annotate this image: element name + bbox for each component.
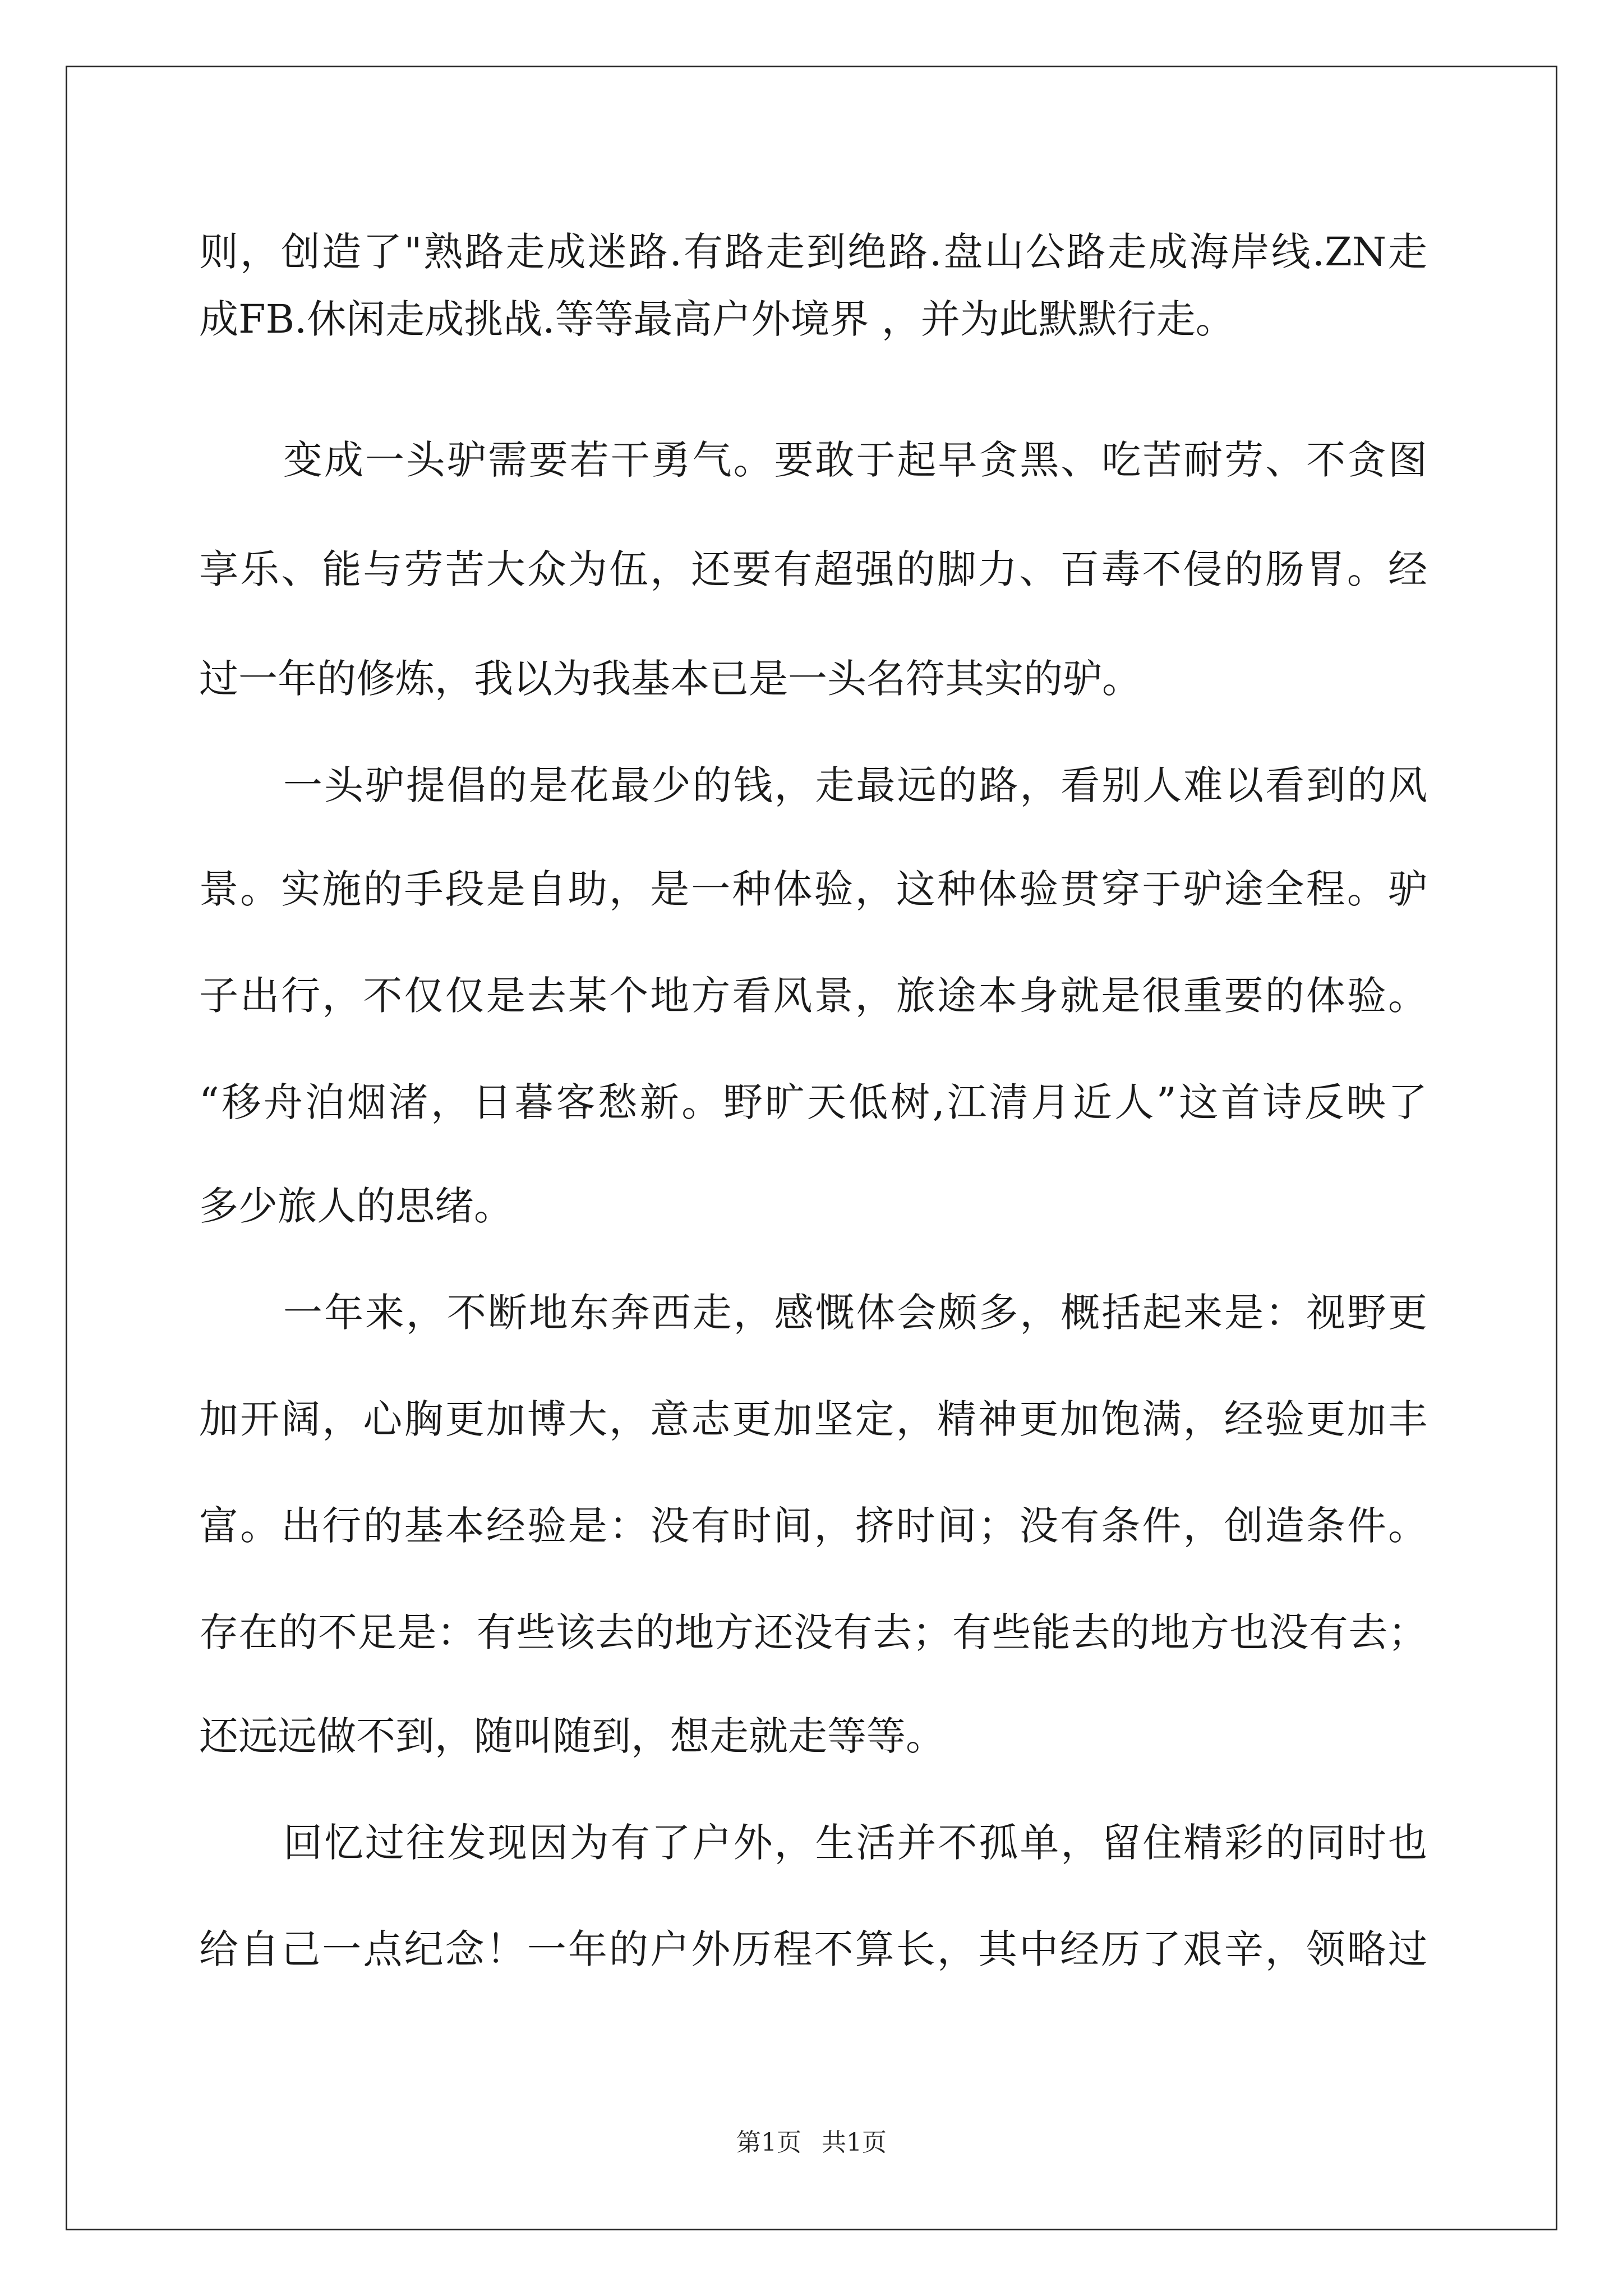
text-line-13: 富。出行的基本经验是：没有时间，挤时间；没有条件，创造条件。 <box>199 1503 1427 1549</box>
page-number: 第1页 <box>736 2128 801 2157</box>
text-line-1: 则，创造了"熟路走成迷路.有路走到绝路.盘山公路走成海岸线.ZN走 <box>199 229 1427 275</box>
text-line-10: 多少旅人的思绪。 <box>199 1183 513 1229</box>
text-line-6: 一头驴提倡的是花最少的钱，走最远的路，看别人难以看到的风 <box>283 762 1427 808</box>
page-border <box>66 66 1557 2230</box>
text-line-15: 还远远做不到，随叫随到，想走就走等等。 <box>199 1713 945 1759</box>
page-footer <box>0 2129 1623 2157</box>
text-line-11: 一年来，不断地东奔西走，感慨体会颇多，概括起来是：视野更 <box>283 1290 1427 1336</box>
text-line-8: 子出行，不仅仅是去某个地方看风景，旅途本身就是很重要的体验。 <box>199 973 1427 1019</box>
text-line-9: “移舟泊烟渚，日暮客愁新。野旷天低树,江清月近人”这首诗反映了 <box>199 1079 1427 1125</box>
text-line-17: 给自己一点纪念！一年的户外历程不算长，其中经历了艰辛，领略过 <box>199 1926 1427 1972</box>
text-line-14: 存在的不足是：有些该去的地方还没有去；有些能去的地方也没有去； <box>199 1609 1427 1655</box>
text-line-16: 回忆过往发现因为有了户外，生活并不孤单，留住精彩的同时也 <box>283 1820 1427 1866</box>
page-total: 共1页 <box>822 2128 887 2157</box>
text-line-5: 过一年的修炼，我以为我基本已是一头名符其实的驴。 <box>199 656 1141 702</box>
text-line-4: 享乐、能与劳苦大众为伍，还要有超强的脚力、百毒不侵的肠胃。经 <box>199 546 1427 592</box>
text-line-12: 加开阔，心胸更加博大，意志更加坚定，精神更加饱满，经验更加丰 <box>199 1396 1427 1442</box>
text-line-7: 景。实施的手段是自助，是一种体验，这种体验贯穿于驴途全程。驴 <box>199 866 1427 912</box>
text-line-3: 变成一头驴需要若干勇气。要敢于起早贪黑、吃苦耐劳、不贪图 <box>283 437 1427 483</box>
text-line-2: 成FB.休闲走成挑战.等等最高户外境界 ，并为此默默行走。 <box>199 296 1235 342</box>
